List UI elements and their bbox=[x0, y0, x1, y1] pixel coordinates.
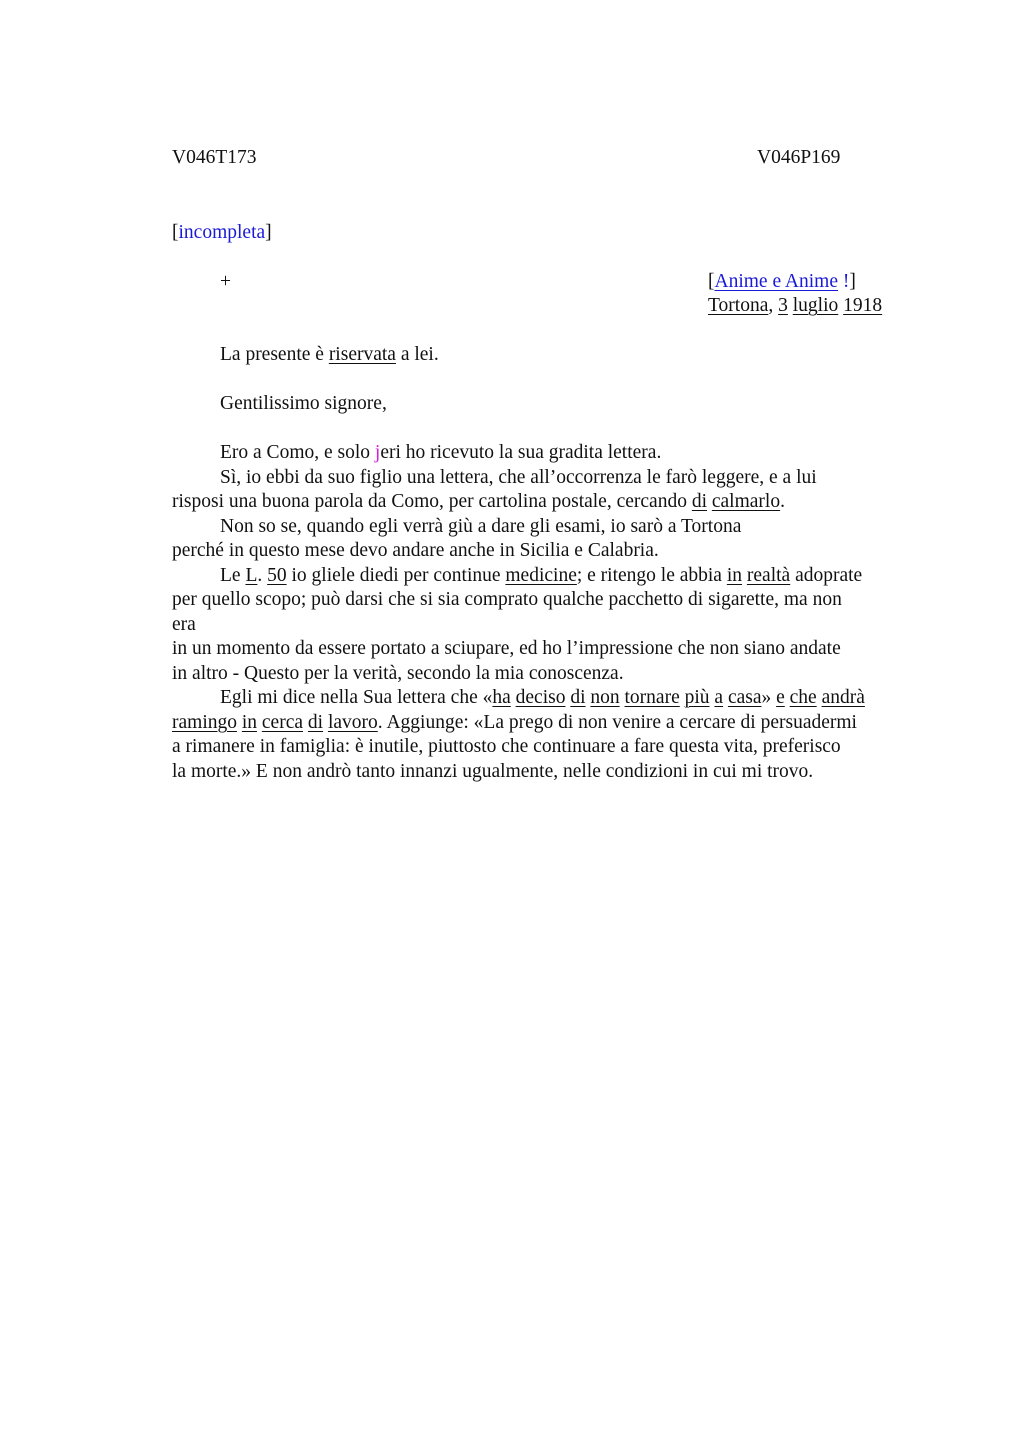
body-line: in altro - Questo per la verità, secondo la mia conoscenza. bbox=[172, 662, 624, 684]
motto bbox=[708, 270, 856, 294]
body-line: era bbox=[172, 613, 196, 635]
body-line: a rimanere in famiglia: è inutile, piuttosto che continuare a fare questa vita, preferisco bbox=[172, 736, 841, 757]
body-line: Non so se, quando egli verrà giù a dare gli esami, io sarò a Tortona bbox=[220, 515, 742, 537]
motto-close-bracket: ] bbox=[849, 271, 856, 292]
date-comma: , bbox=[768, 295, 774, 316]
document-code-left: V046T173 bbox=[172, 147, 257, 168]
salutation: Gentilissimo signore, bbox=[220, 393, 387, 414]
status-note bbox=[172, 221, 272, 245]
body-line: in un momento da essere portato a sciupare, ed ho l’impressione che non siano andate bbox=[172, 638, 841, 659]
body-line: la morte.» E non andrò tanto innanzi ugualmente, nelle condizioni in cui mi trovo. bbox=[172, 760, 814, 782]
motto-exclamation-link[interactable]: ! bbox=[842, 271, 850, 292]
body-line: per quello scopo; può darsi che si sia comprato qualche pacchetto di sigarette, ma non bbox=[172, 589, 842, 610]
date-year: 1918 bbox=[843, 295, 883, 316]
note-riservata: riservata bbox=[328, 344, 396, 365]
status-close-bracket: ] bbox=[265, 222, 272, 243]
note-post: a lei. bbox=[395, 344, 439, 365]
note-pre: La presente è bbox=[220, 344, 329, 365]
body-line: Sì, io ebbi da suo figlio una lettera, che all’occorrenza le farò leggere, e a lui bbox=[220, 466, 817, 488]
body-line: Le L. 50 io gliele diedi per continue medicine; e ritengo le abbia in realtà adoprate bbox=[220, 564, 863, 586]
motto-open-bracket: [ bbox=[708, 271, 715, 292]
body-line: Ero a Como, e solo jeri ho ricevuto la sua gradita lettera. bbox=[220, 442, 662, 463]
letter-body bbox=[172, 441, 912, 784]
correction-mark: j bbox=[374, 442, 381, 463]
confidential-note bbox=[220, 343, 439, 367]
body-line: ramingo in cerca di lavoro. Aggiunge: «La prego di non venire a cercare di persuadermi bbox=[172, 711, 857, 733]
body-line: risposi una buona parola da Como, per cartolina postale, cercando di calmarlo. bbox=[172, 491, 785, 512]
dateline bbox=[708, 294, 882, 318]
body-line: perché in questo mese devo andare anche in Sicilia e Calabria. bbox=[172, 540, 659, 561]
date-day: 3 bbox=[778, 295, 788, 316]
status-open-bracket: [ bbox=[172, 222, 179, 243]
motto-anime-e-anime-link[interactable]: Anime e Anime bbox=[714, 271, 838, 292]
body-line: Egli mi dice nella Sua lettera che «ha deciso di non tornare più a casa» e che andrà bbox=[220, 687, 865, 708]
document-code-right: V046P169 bbox=[757, 147, 841, 168]
status-incompleta-link[interactable]: incompleta bbox=[178, 222, 266, 243]
date-place: Tortona bbox=[708, 295, 769, 316]
cross-symbol: + bbox=[220, 271, 231, 292]
date-month: luglio bbox=[792, 295, 839, 316]
